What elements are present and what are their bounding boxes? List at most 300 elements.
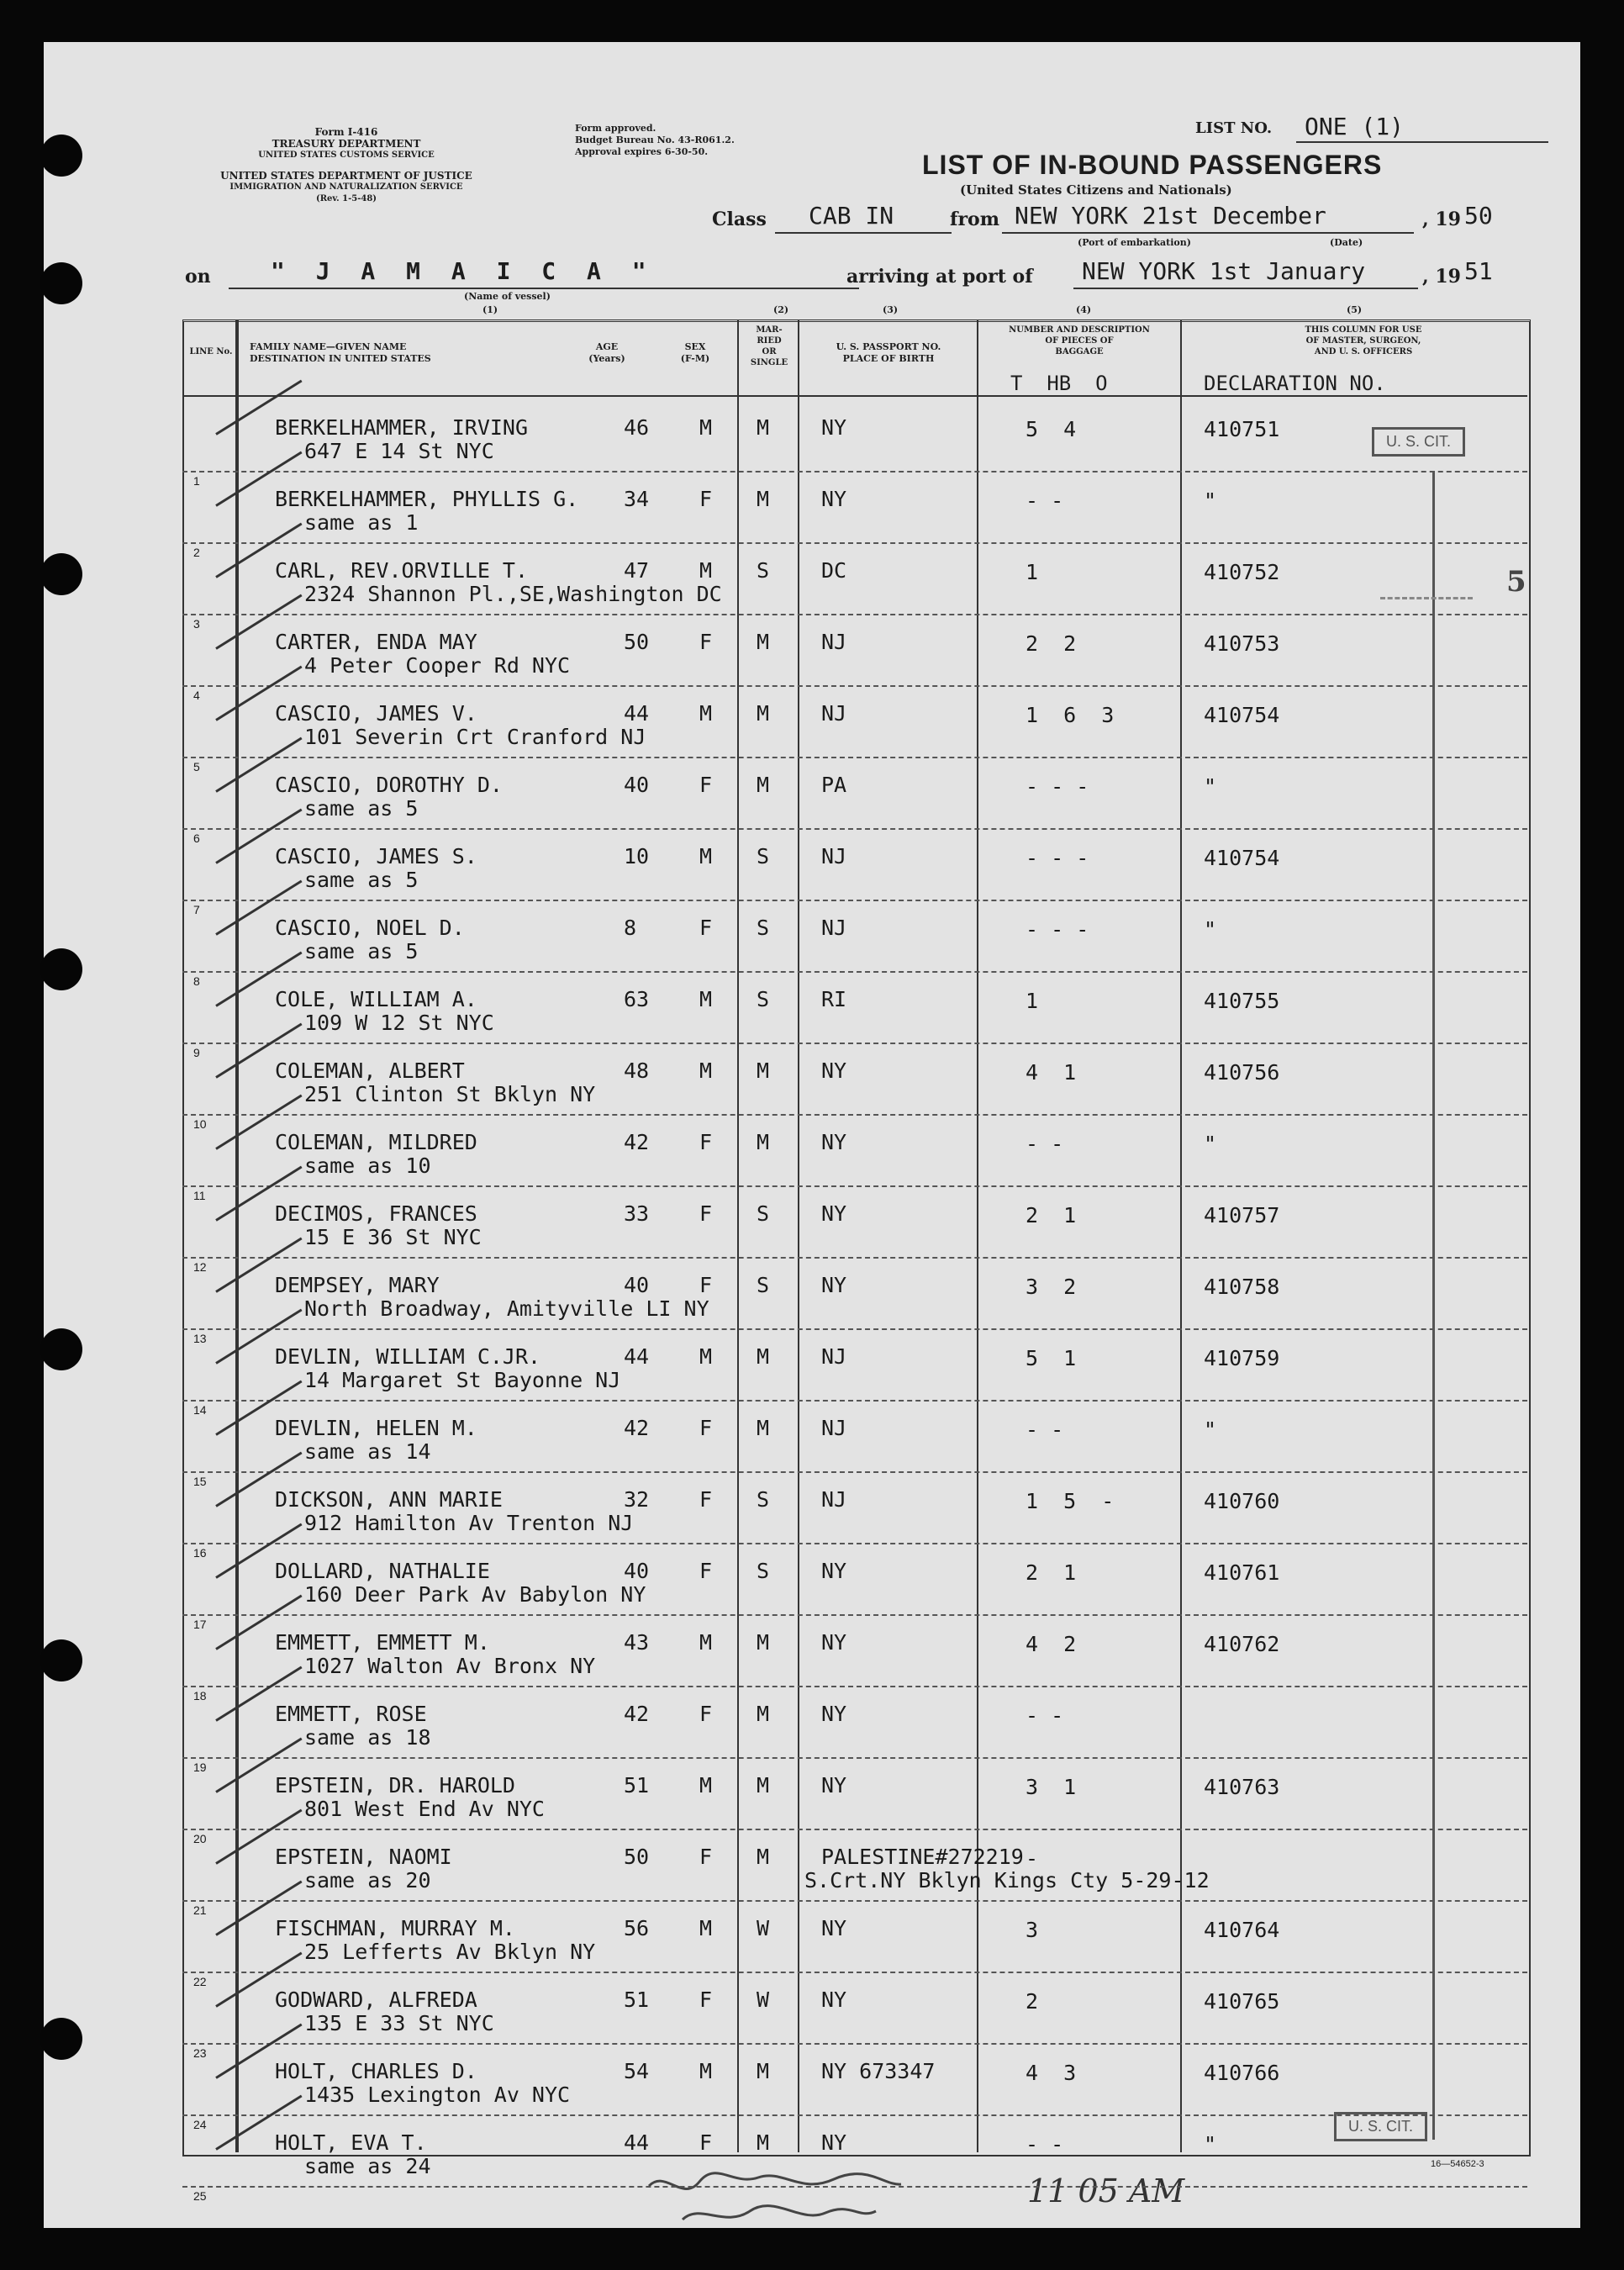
header-officers: THIS COLUMN FOR USE OF MASTER, SURGEON, AND U. S. OFFICERS: [1305, 325, 1422, 356]
margin-mark: [1380, 597, 1473, 599]
passenger-age: 56: [624, 1916, 650, 1940]
marital-status: S: [757, 1201, 770, 1226]
passenger-name: CARL, REV.ORVILLE T.: [275, 558, 529, 583]
col-divider: [737, 319, 739, 2152]
check-line: [1432, 471, 1435, 2140]
declaration-no: 410756: [1204, 1060, 1280, 1085]
passenger-address: same as 18: [304, 1725, 431, 1750]
baggage-count: 1 6 3: [1026, 703, 1115, 727]
marital-status: W: [757, 1916, 770, 1940]
marital-status: S: [757, 844, 770, 868]
line-number: 9: [193, 1046, 200, 1059]
place-of-birth: NJ: [821, 1344, 847, 1369]
passenger-address: same as 20: [304, 1868, 431, 1893]
passenger-age: 63: [624, 987, 650, 1011]
rev-date: (Rev. 1-5-48): [315, 194, 377, 203]
line-number: 10: [193, 1117, 207, 1131]
passenger-address: 160 Deer Park Av Babylon NY: [304, 1582, 646, 1607]
place-of-birth: NJ: [821, 630, 847, 654]
col2-number: (2): [773, 304, 789, 315]
on-label: on: [185, 266, 211, 288]
passenger-address: 647 E 14 St NYC: [304, 439, 494, 463]
passenger-age: 34: [624, 487, 650, 511]
passenger-address: same as 1: [304, 510, 419, 535]
passenger-sex: F: [699, 1273, 713, 1297]
arr-year-prefix: , 19: [1422, 266, 1461, 288]
passenger-age: 48: [624, 1058, 650, 1083]
baggage-count: - - -: [1026, 846, 1089, 870]
col1-number: (1): [482, 304, 498, 315]
baggage-count: 2 2: [1026, 631, 1077, 656]
line-number: 25: [193, 2189, 207, 2203]
row-divider: [182, 1471, 1527, 1473]
col5-number: (5): [1347, 304, 1363, 315]
us-citizen-stamp: U. S. CIT.: [1334, 2112, 1427, 2141]
baggage-count: - -: [1026, 1417, 1064, 1442]
arriving-underline: [1073, 288, 1418, 289]
declaration-no: 410757: [1204, 1203, 1280, 1227]
passenger-sex: F: [699, 773, 713, 797]
class-label: Class: [712, 209, 767, 230]
port-embarkation-label: (Port of embarkation): [1078, 237, 1191, 248]
passenger-sex: M: [699, 1630, 713, 1655]
line-number: 1: [193, 474, 200, 488]
passenger-age: 51: [624, 1988, 650, 2012]
treasury-dept: TREASURY DEPARTMENT: [272, 138, 421, 150]
declaration-no: 410755: [1204, 989, 1280, 1013]
punch-hole: [40, 135, 82, 177]
passenger-address: 251 Clinton St Bklyn NY: [304, 1082, 596, 1106]
place-of-birth: NJ: [821, 916, 847, 940]
place-of-birth: PA: [821, 773, 847, 797]
us-citizen-stamp: U. S. CIT.: [1372, 427, 1465, 457]
from-label: from: [950, 209, 1000, 230]
passenger-sex: F: [699, 1416, 713, 1440]
passenger-name: EPSTEIN, NAOMI: [275, 1845, 452, 1869]
declaration-no: ": [1204, 2132, 1217, 2156]
passenger-sex: M: [699, 2059, 713, 2083]
line-number: 6: [193, 831, 200, 845]
passenger-age: 42: [624, 1416, 650, 1440]
row-divider: [182, 828, 1527, 830]
baggage-count: 2 1: [1026, 1560, 1077, 1585]
passenger-name: CASCIO, DOROTHY D.: [275, 773, 503, 797]
marital-status: M: [757, 1630, 770, 1655]
passenger-sex: F: [699, 1130, 713, 1154]
row-divider: [182, 757, 1527, 758]
line-number: 8: [193, 974, 200, 988]
from-year-prefix: , 19: [1422, 209, 1461, 230]
line-number: 18: [193, 1689, 207, 1702]
marital-status: S: [757, 987, 770, 1011]
marital-status: M: [757, 415, 770, 440]
approval-expires: Approval expires 6-30-50.: [575, 146, 709, 157]
passenger-age: 46: [624, 415, 650, 440]
punch-hole: [40, 553, 82, 595]
baggage-count: - - -: [1026, 774, 1089, 799]
row-divider: [182, 614, 1527, 615]
passenger-sex: F: [699, 1201, 713, 1226]
passenger-address: 101 Severin Crt Cranford NJ: [304, 725, 646, 749]
arr-year: 51: [1464, 257, 1493, 285]
marital-status: S: [757, 916, 770, 940]
baggage-count: 1 5 -: [1026, 1489, 1115, 1513]
passenger-age: 44: [624, 1344, 650, 1369]
header-baggage: NUMBER AND DESCRIPTION OF PIECES OF BAGGAGE: [1009, 325, 1150, 356]
row-divider: [182, 1328, 1527, 1330]
list-no-underline: [1296, 141, 1548, 143]
col3-number: (3): [883, 304, 899, 315]
declaration-no: 410760: [1204, 1489, 1280, 1513]
line-number: 2: [193, 546, 200, 559]
place-of-birth: NY: [821, 1702, 847, 1726]
page-title: LIST OF IN-BOUND PASSENGERS: [922, 150, 1383, 180]
declaration-no: 410759: [1204, 1346, 1280, 1370]
declaration-no: 410751: [1204, 417, 1280, 441]
row-divider: [182, 2186, 1527, 2188]
passenger-name: FISCHMAN, MURRAY M.: [275, 1916, 515, 1940]
line-number: 19: [193, 1761, 207, 1774]
declaration-no: 410752: [1204, 560, 1280, 584]
row-divider: [182, 1543, 1527, 1544]
line-number: 24: [193, 2118, 207, 2131]
vessel-label: (Name of vessel): [464, 291, 551, 302]
line-number: 11: [193, 1189, 206, 1202]
form-page: [44, 42, 1580, 2228]
baggage-count: 3: [1026, 1918, 1039, 1942]
marital-status: S: [757, 1273, 770, 1297]
punch-hole: [40, 2018, 82, 2060]
marital-status: M: [757, 701, 770, 726]
margin-number: 5: [1506, 565, 1526, 599]
from-value: NEW YORK 21st December: [1015, 202, 1326, 230]
declaration-no: 410761: [1204, 1560, 1280, 1585]
punch-hole: [40, 262, 82, 304]
passenger-age: 42: [624, 1702, 650, 1726]
passenger-sex: F: [699, 487, 713, 511]
arriving-value: NEW YORK 1st January: [1082, 257, 1366, 285]
row-divider: [182, 1972, 1527, 1973]
passenger-age: 54: [624, 2059, 650, 2083]
place-of-birth: RI: [821, 987, 847, 1011]
row-divider: [182, 900, 1527, 901]
passenger-sex: F: [699, 1487, 713, 1512]
baggage-count: 3 2: [1026, 1275, 1077, 1299]
baggage-count: 2: [1026, 1989, 1039, 2014]
passenger-sex: M: [699, 844, 713, 868]
passenger-age: 51: [624, 1773, 650, 1798]
marital-status: M: [757, 1702, 770, 1726]
passenger-sex: M: [699, 1344, 713, 1369]
row-divider: [182, 1400, 1527, 1402]
place-of-birth: NJ: [821, 701, 847, 726]
line-number: 14: [193, 1403, 207, 1417]
passenger-age: 43: [624, 1630, 650, 1655]
passenger-name: BERKELHAMMER, IRVING: [275, 415, 529, 440]
row-divider: [182, 1757, 1527, 1759]
passenger-age: 40: [624, 1273, 650, 1297]
passenger-age: 8: [624, 916, 637, 940]
declaration-no: ": [1204, 488, 1217, 513]
passenger-address: North Broadway, Amityville LI NY: [304, 1296, 709, 1321]
col-divider: [237, 319, 239, 2152]
row-divider: [182, 471, 1527, 472]
passenger-address: 1027 Walton Av Bronx NY: [304, 1654, 596, 1678]
header-married: MAR- RIED OR SINGLE: [750, 325, 788, 367]
passenger-address: same as 5: [304, 868, 419, 892]
passenger-name: DECIMOS, FRANCES: [275, 1201, 477, 1226]
line-number: 21: [193, 1903, 207, 1917]
punch-hole: [40, 948, 82, 990]
row-divider: [182, 2114, 1527, 2116]
punch-hole: [40, 1328, 82, 1370]
passenger-name: DEVLIN, HELEN M.: [275, 1416, 477, 1440]
ins-service: IMMIGRATION AND NATURALIZATION SERVICE: [229, 182, 463, 192]
passenger-sex: F: [699, 2130, 713, 2155]
declaration-no: 410762: [1204, 1632, 1280, 1656]
passenger-address: same as 24: [304, 2154, 431, 2178]
place-of-birth: NY: [821, 1130, 847, 1154]
place-of-birth: NY: [821, 1916, 847, 1940]
baggage-count: - -: [1026, 488, 1064, 513]
punch-hole: [40, 1639, 82, 1681]
form-approved: Form approved.: [575, 123, 656, 134]
baggage-count: 1: [1026, 560, 1039, 584]
row-divider: [182, 1614, 1527, 1616]
place-of-birth: NJ: [821, 1416, 847, 1440]
passenger-age: 42: [624, 1130, 650, 1154]
baggage-count: 1: [1026, 989, 1039, 1013]
row-divider: [182, 1114, 1527, 1116]
passenger-age: 33: [624, 1201, 650, 1226]
baggage-count: 5 4: [1026, 417, 1077, 441]
line-number: 13: [193, 1332, 207, 1345]
passenger-sex: M: [699, 1773, 713, 1798]
customs-service: UNITED STATES CUSTOMS SERVICE: [258, 150, 435, 160]
baggage-count: - -: [1026, 1703, 1064, 1728]
passenger-sex: F: [699, 630, 713, 654]
declaration-no: 410766: [1204, 2061, 1280, 2085]
place-of-birth: NY: [821, 1058, 847, 1083]
passenger-age: 50: [624, 630, 650, 654]
passenger-address: 25 Lefferts Av Bklyn NY: [304, 1940, 596, 1964]
row-divider: [182, 2043, 1527, 2045]
place-of-birth: NJ: [821, 844, 847, 868]
baggage-count: -: [1026, 1846, 1039, 1871]
declaration-no: 410754: [1204, 703, 1280, 727]
passenger-name: BERKELHAMMER, PHYLLIS G.: [275, 487, 579, 511]
baggage-count: 2 1: [1026, 1203, 1077, 1227]
header-line-no: LINE No.: [189, 347, 233, 356]
declaration-no: 410765: [1204, 1989, 1280, 2014]
passenger-name: EMMETT, ROSE: [275, 1702, 427, 1726]
passenger-name: CASCIO, NOEL D.: [275, 916, 465, 940]
passenger-address: 2324 Shannon Pl.,SE,Washington DC: [304, 582, 722, 606]
passenger-sex: F: [699, 916, 713, 940]
row-divider: [182, 1686, 1527, 1687]
passenger-address: 912 Hamilton Av Trenton NJ: [304, 1511, 634, 1535]
vessel-name: " J A M A I C A ": [271, 257, 655, 285]
row-divider: [182, 1185, 1527, 1187]
budget-bureau: Budget Bureau No. 43-R061.2.: [575, 135, 735, 145]
passenger-address: 801 West End Av NYC: [304, 1797, 545, 1821]
marital-status: M: [757, 1344, 770, 1369]
passenger-name: CARTER, ENDA MAY: [275, 630, 477, 654]
row-divider: [182, 1043, 1527, 1044]
passenger-name: COLEMAN, ALBERT: [275, 1058, 465, 1083]
place-of-birth: PALESTINE#272219: [821, 1845, 1024, 1869]
passenger-address: same as 5: [304, 939, 419, 963]
baggage-count: - - -: [1026, 917, 1089, 942]
declaration-no: 410754: [1204, 846, 1280, 870]
marital-status: M: [757, 1845, 770, 1869]
marital-status: M: [757, 2059, 770, 2083]
passenger-name: EMMETT, EMMETT M.: [275, 1630, 490, 1655]
marital-status: M: [757, 487, 770, 511]
naturalization-info: S.Crt.NY Bklyn Kings Cty 5-29-12: [804, 1868, 1210, 1893]
baggage-count: 4 3: [1026, 2061, 1077, 2085]
row-divider: [182, 1257, 1527, 1259]
list-no-value: ONE (1): [1305, 113, 1405, 140]
passenger-address: same as 14: [304, 1439, 431, 1464]
inspector-signature: [632, 2161, 1036, 2236]
passenger-sex: F: [699, 1702, 713, 1726]
passenger-name: DOLLARD, NATHALIE: [275, 1559, 490, 1583]
marital-status: M: [757, 1416, 770, 1440]
passenger-age: 40: [624, 1559, 650, 1583]
line-number: 23: [193, 2046, 207, 2060]
line-number: 22: [193, 1975, 207, 1988]
passenger-name: GODWARD, ALFREDA: [275, 1988, 477, 2012]
declaration-no: 410764: [1204, 1918, 1280, 1942]
row-divider: [182, 971, 1527, 973]
passenger-sex: M: [699, 987, 713, 1011]
marital-status: M: [757, 1058, 770, 1083]
marital-status: M: [757, 2130, 770, 2155]
passenger-sex: F: [699, 1845, 713, 1869]
passenger-sex: M: [699, 701, 713, 726]
declaration-no: ": [1204, 1417, 1217, 1442]
form-number: Form I-416: [314, 126, 378, 138]
declaration-no: ": [1204, 917, 1217, 942]
list-no-label: LIST NO.: [1195, 119, 1273, 137]
row-divider: [182, 1829, 1527, 1830]
baggage-count: 4 1: [1026, 1060, 1077, 1085]
marital-status: S: [757, 558, 770, 583]
line-number: 7: [193, 903, 200, 916]
class-underline: [775, 232, 952, 234]
place-of-birth: NJ: [821, 1487, 847, 1512]
passenger-age: 47: [624, 558, 650, 583]
place-of-birth: NY: [821, 487, 847, 511]
passenger-name: COLE, WILLIAM A.: [275, 987, 477, 1011]
passenger-age: 32: [624, 1487, 650, 1512]
passenger-sex: F: [699, 1988, 713, 2012]
marital-status: M: [757, 773, 770, 797]
header-passport: U. S. PASSPORT NO. PLACE OF BIRTH: [836, 341, 941, 364]
passenger-address: same as 10: [304, 1153, 431, 1178]
handwritten-time: 11 05 AM: [1027, 2172, 1185, 2209]
marital-status: S: [757, 1487, 770, 1512]
class-value: CAB IN: [809, 202, 894, 230]
header-age: AGE (Years): [588, 341, 625, 364]
header-declaration: DECLARATION NO.: [1204, 372, 1386, 395]
place-of-birth: NY: [821, 2130, 847, 2155]
passenger-age: 40: [624, 773, 650, 797]
place-of-birth: NY: [821, 1988, 847, 2012]
baggage-count: - -: [1026, 1132, 1064, 1156]
place-of-birth: NY: [821, 1273, 847, 1297]
line-number: 15: [193, 1475, 207, 1488]
place-of-birth: NY: [821, 1559, 847, 1583]
col4-number: (4): [1076, 304, 1092, 315]
passenger-name: DEMPSEY, MARY: [275, 1273, 440, 1297]
baggage-count: 5 1: [1026, 1346, 1077, 1370]
place-of-birth: NY 673347: [821, 2059, 936, 2083]
declaration-no: 410758: [1204, 1275, 1280, 1299]
passenger-sex: M: [699, 1916, 713, 1940]
passenger-name: CASCIO, JAMES S.: [275, 844, 477, 868]
passenger-address: 14 Margaret St Bayonne NJ: [304, 1368, 621, 1392]
place-of-birth: NY: [821, 1773, 847, 1798]
from-year: 50: [1464, 202, 1493, 230]
line-number: 20: [193, 1832, 207, 1845]
passenger-name: HOLT, CHARLES D.: [275, 2059, 477, 2083]
row-divider: [182, 685, 1527, 687]
passenger-address: 1435 Lexington Av NYC: [304, 2083, 571, 2107]
page-subtitle: (United States Citizens and Nationals): [960, 182, 1232, 198]
baggage-count: - -: [1026, 2132, 1064, 2156]
place-of-birth: DC: [821, 558, 847, 583]
marital-status: M: [757, 1130, 770, 1154]
header-name: FAMILY NAME—GIVEN NAME DESTINATION IN UNITED STATES: [250, 341, 431, 364]
declaration-no: 410753: [1204, 631, 1280, 656]
header-baggage-sub: T HB O: [1010, 372, 1108, 395]
footer-code: 16—54652-3: [1431, 2159, 1484, 2169]
line-number: 17: [193, 1618, 207, 1631]
declaration-no: 410763: [1204, 1775, 1280, 1799]
justice-dept: UNITED STATES DEPARTMENT OF JUSTICE: [220, 170, 472, 182]
line-number: 16: [193, 1546, 207, 1560]
line-number: 3: [193, 617, 200, 631]
passenger-address: 15 E 36 St NYC: [304, 1225, 482, 1249]
passenger-name: CASCIO, JAMES V.: [275, 701, 477, 726]
marital-status: M: [757, 630, 770, 654]
baggage-count: 4 2: [1026, 1632, 1077, 1656]
declaration-no: ": [1204, 774, 1217, 799]
arriving-label: arriving at port of: [846, 266, 1033, 288]
declaration-no: ": [1204, 1132, 1217, 1156]
line-number: 5: [193, 760, 200, 773]
passenger-sex: M: [699, 558, 713, 583]
passenger-address: 4 Peter Cooper Rd NYC: [304, 653, 571, 678]
place-of-birth: NY: [821, 1630, 847, 1655]
row-divider: [182, 542, 1527, 544]
passenger-address: 135 E 33 St NYC: [304, 2011, 494, 2035]
passenger-age: 44: [624, 2130, 650, 2155]
vessel-underline: [229, 288, 859, 289]
header-bottom-rule: [182, 395, 1527, 397]
passenger-sex: M: [699, 415, 713, 440]
row-divider: [182, 1900, 1527, 1902]
baggage-count: 3 1: [1026, 1775, 1077, 1799]
header-sex: SEX (F-M): [680, 341, 710, 364]
passenger-address: same as 5: [304, 796, 419, 821]
from-underline: [1002, 232, 1414, 234]
line-number: 12: [193, 1260, 207, 1274]
marital-status: M: [757, 1773, 770, 1798]
line-number: 4: [193, 689, 200, 702]
